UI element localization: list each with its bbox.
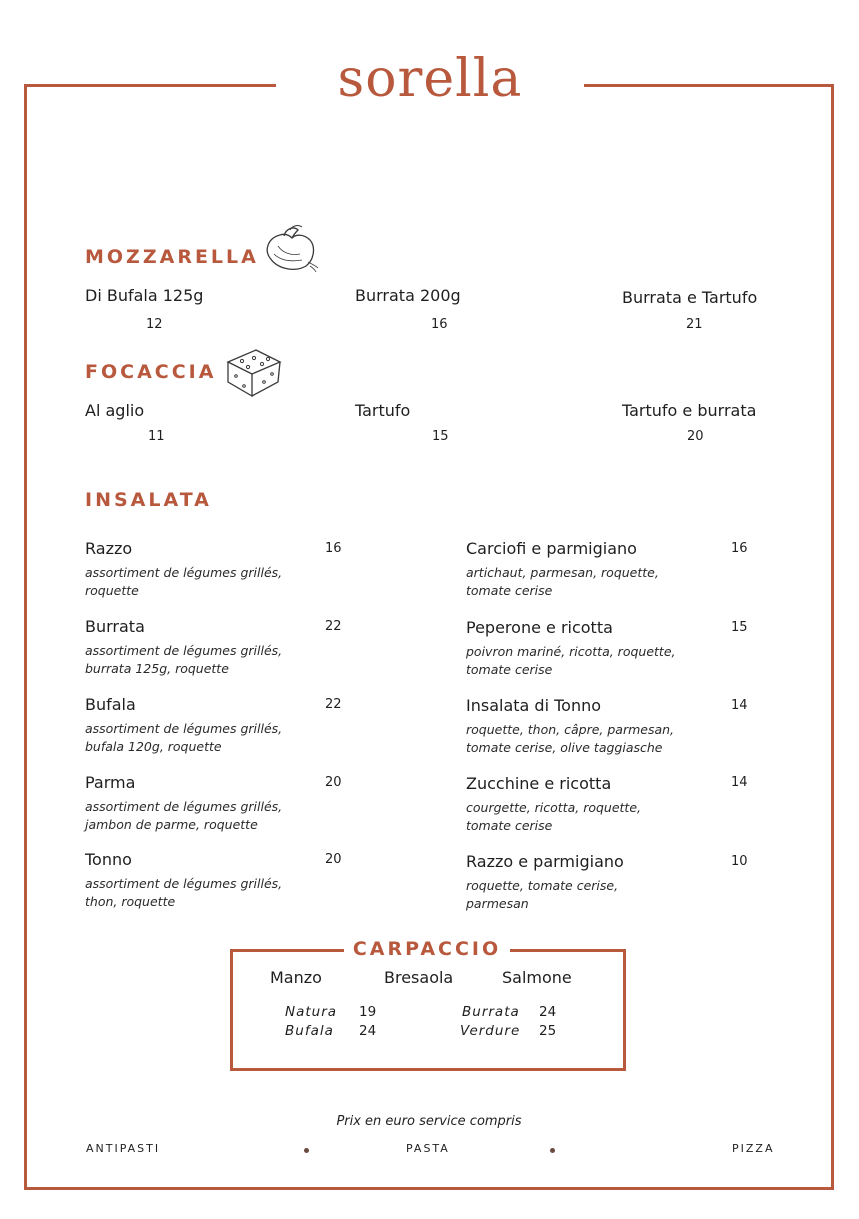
footer-link-pizza[interactable]: PIZZA [732,1142,775,1155]
focaccia-item-name: Tartufo e burrata [622,401,757,420]
footer-dot-separator [304,1148,309,1153]
insalata-item-name: Insalata di Tonno [466,696,602,715]
insalata-item-price: 14 [731,775,748,790]
insalata-item-desc: parmesan [466,896,529,911]
insalata-item-name: Burrata [85,617,145,636]
insalata-item-price: 15 [731,620,748,635]
insalata-item-name: Tonno [85,850,132,869]
insalata-item-desc: courgette, ricotta, roquette, [466,800,641,815]
carpaccio-heading: Manzo [270,968,322,987]
carpaccio-option-price: 19 [359,1004,377,1020]
insalata-item-desc: assortiment de légumes grillés, [85,799,283,814]
insalata-item-price: 22 [325,697,342,712]
footer-dot-separator [550,1148,555,1153]
insalata-item-desc: assortiment de légumes grillés, [85,721,283,736]
mozzarella-item-name: Burrata e Tartufo [622,288,758,307]
insalata-item-name: Parma [85,773,136,792]
carpaccio-option-price: 25 [539,1023,557,1039]
burrata-illustration-icon [260,222,320,274]
insalata-item-desc: tomate cerise [466,662,553,677]
footer-link-antipasti[interactable]: ANTIPASTI [86,1142,161,1155]
section-title-focaccia: FOCACCIA [85,361,217,383]
insalata-item-desc: bufala 120g, roquette [85,739,222,754]
insalata-item-name: Zucchine e ricotta [466,774,612,793]
insalata-item-price: 16 [325,541,342,556]
focaccia-item-price: 11 [148,429,165,444]
focaccia-item-name: Al aglio [85,401,145,420]
mozzarella-item-name: Burrata 200g [355,286,461,305]
insalata-item-desc: roquette [85,583,139,598]
carpaccio-option-name: Burrata [462,1004,520,1020]
insalata-item-desc: roquette, tomate cerise, [466,878,619,893]
carpaccio-option-price: 24 [359,1023,377,1039]
insalata-item-desc: artichaut, parmesan, roquette, [466,565,659,580]
focaccia-item-name: Tartufo [355,401,411,420]
carpaccio-option-name: Natura [285,1004,338,1020]
mozzarella-item-price: 21 [686,317,703,332]
insalata-item-price: 20 [325,852,342,867]
section-title-mozzarella: MOZZARELLA [85,246,259,268]
insalata-item-name: Peperone e ricotta [466,618,613,637]
carpaccio-heading: Salmone [502,968,572,987]
insalata-item-desc: jambon de parme, roquette [85,817,258,832]
insalata-item-price: 10 [731,854,748,869]
carpaccio-heading: Bresaola [384,968,454,987]
insalata-item-desc: poivron mariné, ricotta, roquette, [466,644,676,659]
insalata-item-name: Razzo [85,539,133,558]
insalata-item-price: 20 [325,775,342,790]
insalata-item-price: 22 [325,619,342,634]
insalata-item-name: Carciofi e parmigiano [466,539,637,558]
insalata-item-desc: tomate cerise [466,818,553,833]
insalata-item-desc: tomate cerise [466,583,553,598]
focaccia-item-price: 15 [432,429,449,444]
footer-note: Prix en euro service compris [336,1114,522,1129]
brand-logo: sorella [337,49,523,109]
carpaccio-option-name: Bufala [285,1023,334,1039]
insalata-item-desc: roquette, thon, câpre, parmesan, [466,722,675,737]
focaccia-item-price: 20 [687,429,704,444]
mozzarella-item-name: Di Bufala 125g [85,286,204,305]
insalata-item-name: Bufala [85,695,136,714]
carpaccio-option-name: Verdure [460,1023,521,1039]
insalata-item-desc: assortiment de légumes grillés, [85,565,283,580]
insalata-item-desc: burrata 125g, roquette [85,661,229,676]
insalata-item-name: Razzo e parmigiano [466,852,624,871]
mozzarella-item-price: 12 [146,317,163,332]
insalata-item-desc: thon, roquette [85,894,176,909]
footer-link-pasta[interactable]: PASTA [406,1142,450,1155]
insalata-item-desc: tomate cerise, olive taggiasche [466,740,663,755]
insalata-item-price: 14 [731,698,748,713]
mozzarella-item-price: 16 [431,317,448,332]
focaccia-illustration-icon [222,346,284,400]
insalata-item-desc: assortiment de légumes grillés, [85,643,283,658]
carpaccio-option-price: 24 [539,1004,557,1020]
section-title-carpaccio: CARPACCIO [352,938,502,960]
insalata-item-price: 16 [731,541,748,556]
insalata-item-desc: assortiment de légumes grillés, [85,876,283,891]
section-title-insalata: INSALATA [85,489,212,511]
